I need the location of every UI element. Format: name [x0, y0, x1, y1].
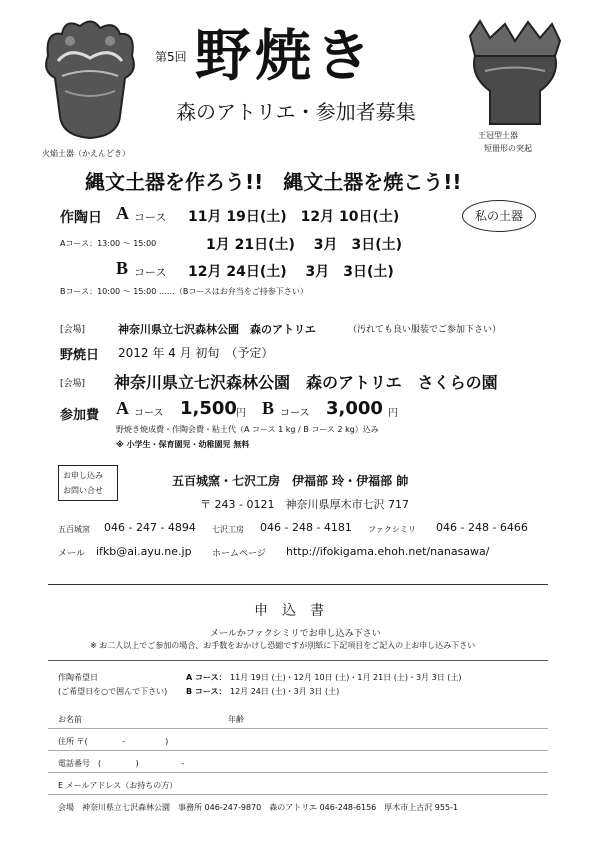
a-course-1: コース	[134, 211, 167, 224]
contact-box	[58, 465, 118, 501]
form-email-field[interactable]: E メールアドレス（お持ちの方）	[58, 781, 178, 790]
hp-label: ホームページ	[212, 549, 266, 559]
form-b-course: B コース：	[186, 687, 227, 696]
form-title: 申 込 書	[254, 603, 324, 619]
edition-label: 第5回	[155, 50, 187, 64]
b-course-1: コース	[134, 266, 167, 279]
venue2-label: [会場]	[60, 379, 86, 389]
wish-label: 作陶希望日	[58, 673, 98, 682]
page-subtitle: 森のアトリエ・参加者募集	[176, 100, 416, 124]
b-mark-1: B	[116, 258, 129, 278]
contact-address: 〒 243 - 0121 神奈川県厚木市七沢 717	[200, 498, 409, 511]
address-line[interactable]	[48, 750, 548, 751]
form-top-line	[48, 660, 548, 661]
b-dates: 12月 24日(土) 3月 3日(土)	[188, 264, 394, 280]
form-address-field[interactable]: 住所 〒( - )	[58, 737, 169, 746]
form-a-course: A コース：	[186, 673, 227, 682]
form-note: ※ お二人以上でご参加の場合、お手数をおかけし恐縮ですが別紙に下記項目をご記入の上お申し込み下さい	[90, 641, 476, 650]
tel1-label: 五百城窯	[58, 525, 90, 534]
nobaki-value: 2012 年 4 月 初旬 （予定）	[118, 346, 274, 360]
name-line[interactable]	[48, 728, 548, 729]
nobaki-label: 野焼日	[60, 348, 100, 363]
left-caption: 火焔土器（かえんどき）	[42, 149, 130, 158]
form-phone-field[interactable]: 電話番号 ( ) -	[58, 759, 185, 768]
form-age-label: 年齢	[228, 715, 244, 724]
right-caption-2: 短冊形の突起	[484, 144, 532, 153]
fee-note-2: ※ 小学生・保育園児・幼稚園児 無料	[116, 440, 250, 449]
fee-label: 参加費	[60, 408, 100, 423]
form-name-label: お名前	[58, 715, 82, 724]
a-dates-1: 11月 19日(土) 12月 10日(土)	[188, 209, 400, 225]
fee-a-unit: 円	[236, 408, 246, 419]
fee-note-1: 野焼き焼成費・作陶会費・粘土代（A コース 1 kg / B コース 2 kg）込み	[116, 425, 379, 434]
tel1: 046 - 247 - 4894	[104, 521, 196, 534]
form-a-dates[interactable]: 11月 19日 (土)・12月 10日 (土)・1月 21日 (土)・3月 3日 (土)	[230, 673, 462, 682]
schedule-label: 作陶日	[60, 210, 102, 226]
a-time: Aコース：13:00 〜 15:00	[60, 239, 157, 248]
form-b-dates[interactable]: 12月 24日 (土)・3月 3日 (土)	[230, 687, 340, 696]
a-mark-1: A	[116, 203, 129, 223]
fee-a-price: 1,500	[180, 398, 237, 419]
venue1-place: 神奈川県立七沢森林公園 森のアトリエ	[118, 323, 316, 336]
wish-note: (ご希望日を○で囲んで下さい)	[58, 687, 168, 696]
venue1-note: （汚れても良い服装でご参加下さい）	[348, 325, 502, 335]
page-title: 野焼き	[195, 24, 375, 89]
fee-b-unit: 円	[388, 408, 398, 419]
mail-link[interactable]: ifkb@ai.ayu.ne.jp	[96, 545, 192, 558]
phone-line[interactable]	[48, 772, 548, 773]
form-footer: 会場 神奈川県立七沢森林公園 事務所 046-247-9870 森のアトリエ 046-248-6156 厚木市上古沢 955-1	[58, 803, 459, 812]
fee-b-mark: B	[262, 398, 275, 418]
right-caption-1: 王冠型土器	[478, 131, 518, 140]
fax-label: ファクシミリ	[368, 525, 416, 534]
fee-b-price: 3,000	[326, 398, 383, 419]
slogan: 縄文土器を作ろう!! 縄文土器を焼こう!!	[85, 170, 462, 194]
bubble-label: 私の土器	[474, 209, 523, 223]
contact-box-line1: お申し込み	[63, 471, 103, 480]
section-divider	[48, 584, 548, 585]
fee-a-course: コース	[134, 408, 164, 419]
contact-org: 五百城窯・七沢工房 伊福部 玲・伊福部 帥	[172, 474, 409, 488]
email-line[interactable]	[48, 794, 548, 795]
form-sub: メールかファクシミリでお申し込み下さい	[210, 629, 381, 639]
fee-b-course: コース	[280, 408, 310, 419]
a-dates-2: 1月 21日(土) 3月 3日(土)	[206, 237, 403, 253]
venue1-label: [会場]	[60, 325, 86, 335]
kaen-doki-image	[40, 16, 140, 141]
bubble-my-doki	[462, 200, 536, 232]
b-time: Bコース：10:00 〜 15:00 ……（Bコースはお弁当をご持参下さい）	[60, 287, 308, 296]
fax: 046 - 248 - 6466	[436, 521, 528, 534]
fee-a-mark: A	[116, 398, 129, 418]
contact-box-line2: お問い合せ	[63, 486, 103, 495]
tel2: 046 - 248 - 4181	[260, 521, 352, 534]
mail-label: メール	[58, 549, 85, 559]
venue2-place: 神奈川県立七沢森林公園 森のアトリエ さくらの園	[114, 373, 498, 392]
tel2-label: 七沢工房	[212, 525, 244, 534]
oukan-doki-image	[460, 16, 570, 126]
hp-link[interactable]: http://ifokigama.ehoh.net/nanasawa/	[286, 545, 490, 558]
